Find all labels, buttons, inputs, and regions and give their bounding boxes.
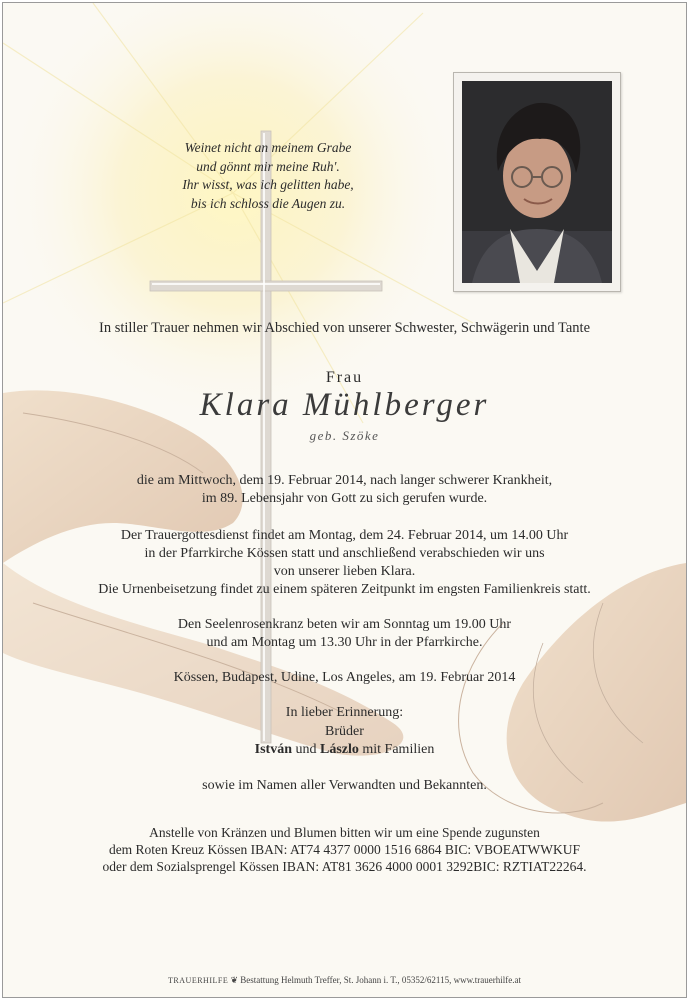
brother-name: Lászlo <box>320 742 359 757</box>
rosary-line: und am Montag um 13.30 Uhr in der Pfarrkirche. <box>206 635 483 650</box>
brother-name: István <box>254 742 292 757</box>
donation-line: dem Roten Kreuz Kössen IBAN: AT74 4377 0000 1516 6864 BIC: VBOEATWWKUF <box>108 842 581 857</box>
portrait-photo <box>462 81 612 283</box>
donation-line: Anstelle von Kränzen und Blumen bitten wir um eine Spende zugunsten <box>149 825 540 840</box>
place-date: Kössen, Budapest, Udine, Los Angeles, am 19. Februar 2014 <box>173 670 516 685</box>
death-line: im 89. Lebensjahr von Gott zu sich gerufen wurde. <box>201 491 488 506</box>
rosary-line: Den Seelenrosenkranz beten wir am Sonntag um 19.00 Uhr <box>177 617 512 632</box>
intro-text: In stiller Trauer nehmen wir Abschied von unserer Schwester, Schwägerin und Tante <box>98 320 591 336</box>
families-text: mit Familien <box>362 742 435 757</box>
obituary-card <box>2 2 687 998</box>
flower-icon: ❦ <box>230 975 239 985</box>
death-line: die am Mittwoch, dem 19. Februar 2014, nach langer schwerer Krankheit, <box>136 473 553 488</box>
conjunction: und <box>295 742 317 757</box>
service-line: Der Trauergottesdienst findet am Montag, dem 24. Februar 2014, um 14.00 Uhr <box>120 528 569 543</box>
footer-brand: TRAUERHILFE <box>168 976 229 985</box>
brothers-label: Brüder <box>325 724 364 739</box>
poem <box>143 139 393 213</box>
relatives-line: sowie im Namen aller Verwandten und Bekannten. <box>202 778 487 793</box>
poem-line: Ihr wisst, was ich gelitten habe, <box>182 177 354 192</box>
poem-line: Weinet nicht an meinem Grabe <box>184 140 352 155</box>
portrait-frame <box>453 72 621 292</box>
poem-line: und gönnt mir meine Ruh'. <box>196 158 340 174</box>
birth-name: geb. Szöke <box>309 428 380 443</box>
salutation: Frau <box>325 369 364 386</box>
footer-text: Bestattung Helmuth Treffer, St. Johann i. T., 05352/62115, www.trauerhilfe.at <box>240 975 521 985</box>
deceased-name: Klara Mühlberger <box>199 387 490 423</box>
poem-line: bis ich schloss die Augen zu. <box>190 195 346 211</box>
memory-heading: In lieber Erinnerung: <box>285 705 404 720</box>
service-line: Die Urnenbeisetzung findet zu einem späteren Zeitpunkt im engsten Familienkreis statt. <box>98 582 591 597</box>
service-line: in der Pfarrkirche Kössen statt und anschließend verabschieden wir uns <box>144 546 545 561</box>
footer <box>3 975 686 986</box>
sun-glow <box>3 3 463 423</box>
service-line: von unserer lieben Klara. <box>273 564 416 579</box>
donation-line: oder dem Sozialsprengel Kössen IBAN: AT81 3626 4000 0001 3292BIC: RZTIAT22264. <box>102 859 587 874</box>
brothers-names <box>3 742 686 758</box>
